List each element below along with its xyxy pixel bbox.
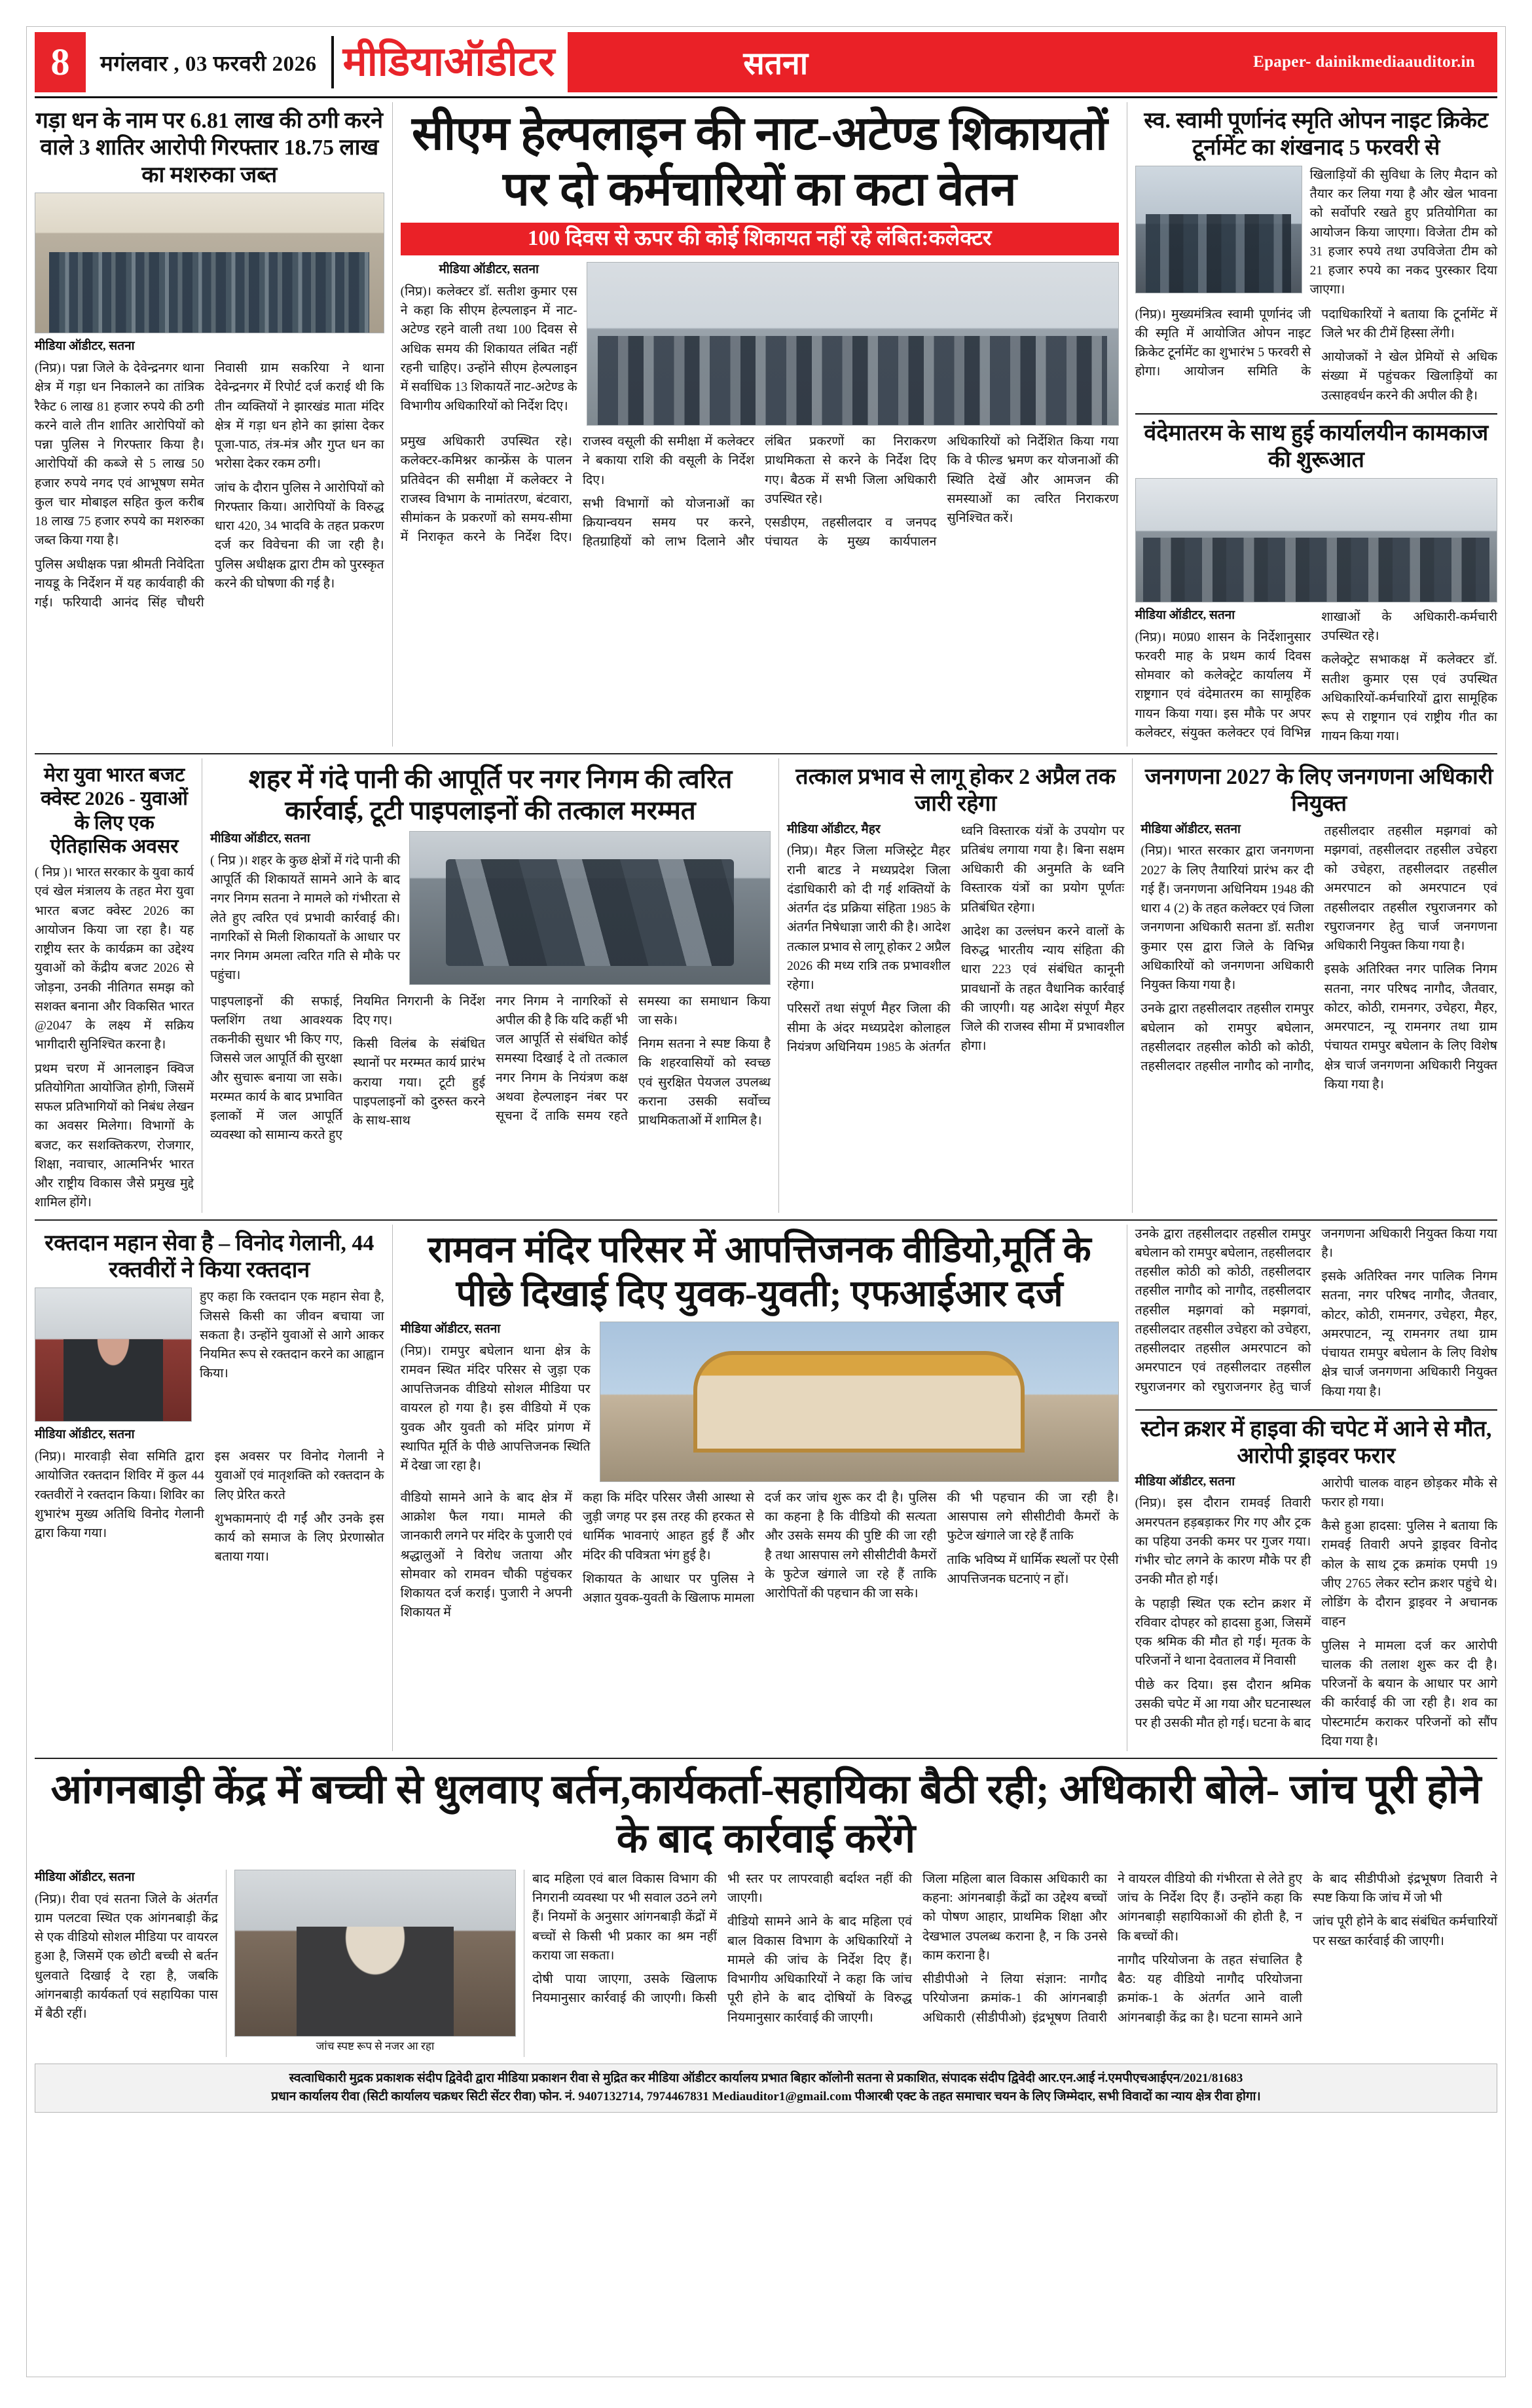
col-yuva-budget [35,758,194,1213]
paragraph: कहा कि मंदिर परिसर जैसी आस्था से जुड़ी जगह पर इस तरह की हरकत से धार्मिक भावनाएं आहत हुई हैं और मंदिर की पवित्रता भंग हुई है। [582,1491,755,1563]
byline-stone-crusher: मीडिया ऑडीटर, सतना [1135,1474,1235,1489]
paragraph: उनके द्वारा तहसीलदार तहसील रामपुर बघेलान को रामपुर बघेलान, तहसीलदार तहसील कोठी को कोठी, तहसीलदार तहसील नागौद को नागौद, तहसीलदार तहसील मझगवां को मझगवां, तहसीलदार तहसील उचेहरा को उचेहरा, तहसीलदार तहसील अमरपाटन को अमरपाटन एवं तहसीलदार तहसील रघुराजनगर को रघुराजनगर हेतु चार्ज जनगणना अधिकारी नियुक्त किया गया है। [1140,824,1497,1073]
imprint-line-1: स्वत्वाधिकारी मुद्रक प्रकाशक संदीप द्विवेदी द्वारा मीडिया प्रकाशन रीवा से मुद्रित कर मीडिया ऑडीटर कार्यालय प्रभात बिहार कॉलोनी सतना से प्रकाशित, संपादक संदीप द्विवेदी आर.एन.आई नं.एमपीएचआईएन/2021/81683 [289,2071,1243,2086]
paragraph: (निप्र)। रामपुर बघेलान थाना क्षेत्र के रामवन स्थित मंदिर परिसर से जुड़ा एक आपत्तिजनक वीडियो सोशल मीडिया पर वायरल हो गया है। इस वीडियो में एक युवक और युवती को मंदिर प्रांगण में स्थापित मूर्ति के पीछे आपत्तिजनक स्थिति में देखा जा रहा है। [400,1344,591,1473]
row-rule-3 [35,1758,1497,1759]
paragraph: वीडियो सामने आने के बाद क्षेत्र में आक्रोश फैल गया। मामले की जानकारी लगने पर मंदिर के पुजारी एवं श्रद्धालुओं ने विरोध जताया और सोमवार को रामवन चौकी पहुंचकर शिकायत दर्ज कराई। पुजारी ने अपनी शिकायत में [400,1491,572,1620]
byline-vandemataram: मीडिया ऑडीटर, सतना [1135,608,1235,622]
paragraph: नगर निगम ने नागरिकों से अपील की है कि यदि कहीं भी जल आपूर्ति से संबंधित कोई समस्या दिखाई दे तो तत्काल नगर निगम के नियंत्रण कक्ष अथवा हेल्पलाइन नंबर पर सूचना दें ताकि समय रहते समस्या का समाधान किया जा सके। [496,994,771,1124]
body-vandemataram [1135,608,1497,747]
paragraph: हुए कहा कि रक्तदान एक महान सेवा है, जिससे किसी का जीवन बचाया जा सकता है। उन्होंने युवाओं से आगे आकर नियमित रूप से रक्तदान करने का आह्वान किया। [200,1290,384,1381]
body-census-continued [1135,1225,1497,1401]
headline-stone-crusher[interactable]: स्टोन क्रशर में हाइवा की चपेट में आने से मौत, आरोपी ड्राइवर फरार [1140,1417,1492,1469]
paragraph: दोषी पाया जाएगा, उसके खिलाफ नियमानुसार कार्रवाई की जाएगी। किसी भी स्तर पर लापरवाही बर्दाश्त नहीं की जाएगी। [532,1872,912,2006]
paragraph: की भी पहचान की जा रही है। आसपास लगे सीसीटीवी कैमरों के फुटेज खंगाले जा रहे हैं ताकि [947,1491,1119,1544]
paragraph: वीडियो सामने आने के बाद महिला एवं बाल विकास विभाग के अधिकारियों ने मामले की जांच के निर्देश दिए हैं। विभागीय अधिकारियों ने कहा कि जांच पूरी होने के बाद दोषियों के विरुद्ध नियमानुसार कार्रवाई की जाएगी। [727,1915,912,2025]
section-rule [1135,413,1497,415]
byline-cm-helpline: मीडिया ऑडीटर, सतना [439,263,539,277]
col-anganwadi-body [532,1870,1497,2057]
body-anganwadi [532,1870,1497,2028]
body-buried-treasure [35,359,384,612]
headline-maihar-order[interactable]: तत्काल प्रभाव से लागू होकर 2 अप्रैल तक जारी रहेगा [795,764,1116,817]
col-right-top [1135,102,1497,747]
headline-anganwadi[interactable]: आंगनबाड़ी केंद्र में बच्ची से धुलवाए बर्तन,कार्यकर्ता-सहायिका बैठी रही; अधिकारी बोले- जांच पूरी होने के बाद कार्रवाई करेंगे [50,1768,1482,1861]
body-cricket [1135,305,1497,405]
column-separator [392,102,393,747]
paragraph: के पहाड़ी स्थित एक स्टोन क्रशर में रविवार दोपहर को हादसा हुआ, जिसमें एक श्रमिक की मौत हो गई। मृतक के परिजनों ने थाना देवतालव में निवासी [1135,1597,1311,1669]
publication-date: मगंलवार , 03 फरवरी 2026 [100,52,317,76]
paragraph: इस अवसर पर विनोद गेलानी ने युवाओं एवं मातृशक्ति को रक्तदान के लिए प्रेरित करते [214,1450,384,1502]
col-anganwadi-photo [234,1870,516,2057]
photo-collector-meeting [587,262,1119,426]
col-center-top [401,102,1119,747]
paragraph: (निप्र)। मुख्यमंत्रित्व स्वामी पूर्णानंद जी की स्मृति में आयोजित ओपन नाइट क्रिकेट टूर्नामेंट का शुभारंभ 5 फरवरी से होगा। आयोजन समिति के पदाधिकारियों ने बताया कि टूर्नामेंट में जिले भर की टीमें हिस्सा लेंगी। [1135,307,1497,379]
row-rule-2 [35,1219,1497,1221]
paragraph: बाद महिला एवं बाल विकास विभाग की निगरानी व्यवस्था पर भी सवाल उठने लगे हैं। नियमों के अनुसार आंगनबाड़ी केंद्रों में बच्चों से किसी भी प्रकार का श्रम नहीं कराया जा सकता। [532,1872,717,1963]
photo-cricket-event [1135,166,1302,293]
body-maihar-order [787,822,1124,1057]
byline-census: मीडिया ऑडीटर, सतना [1140,822,1241,836]
edition-bar [568,32,1497,92]
photo-caption-anganwadi: जांच स्पष्ट रूप से नजर आ रहा [316,2039,435,2052]
paragraph: जिला महिला बाल विकास अधिकारी का कहना: आंगनबाड़ी केंद्रों का उद्देश्य बच्चों को पोषण आहार, प्राथमिक शिक्षा और देखभाल उपलब्ध कराना है, न कि उनसे काम कराना है। [922,1872,1107,1963]
headline-dirty-water[interactable]: शहर में गंदे पानी की आपूर्ति पर नगर निगम की त्वरित कार्रवाई, टूटी पाइपलाइनों की तत्काल मरम्मत [248,764,733,826]
col-dirty-water [210,758,771,1213]
byline-buried-treasure: मीडिया ऑडीटर, सतना [35,339,135,354]
paragraph: एसडीएम, तहसीलदार व जनपद पंचायत के मुख्य कार्यपालन अधिकारियों को निर्देशित किया गया कि वे फील्ड भ्रमण कर योजनाओं की स्थिति देखें और आमजन की समस्याओं का त्वरित निराकरण सुनिश्चित करें। [765,435,1119,549]
paragraph: पुलिस अधीक्षक पन्ना श्रीमती निवेदिता नायडू के निर्देशन में यह कार्यवाही की गई। फरियादी आनंद सिंह चौधरी निवासी ग्राम सकरिया ने थाना देवेन्द्रनगर में रिपोर्ट दर्ज कराई थी कि तीन व्यक्तियों ने झारखंड माता मंदिर क्षेत्र में गड़ा धन होने का झांसा देकर पूजा-पाठ, तंत्र-मंत्र और गुप्त धन का भरोसा देकर रकम ठगी। [35,361,384,610]
headline-ramvan[interactable]: रामवन मंदिर परिसर में आपत्तिजनक वीडियो,मूर्ति के पीछे दिखाई दिए युवक-युवती; एफआईआर दर्ज [428,1229,1091,1314]
photo-anganwadi [234,1870,516,2037]
paragraph: (निप्र)। कलेक्टर डॉ. सतीश कुमार एस ने कहा कि सीएम हेल्पलाइन में नाट-अटेण्ड रहने वाली तथा 100 दिवस से अधिक समय की शिकायत लंबित नहीं रहनी चाहिए। उन्होंने सीएम हेल्पलाइन में सर्वाधिक 13 शिकायतें नाट-अटेण्ड के विभागीय अधिकारियों को निर्देश दिए। [400,284,577,414]
headline-vandemataram[interactable]: वंदेमातरम के साथ हुई कार्यालयीन कामकाज की शुरूआत [1144,420,1489,473]
headline-cricket[interactable]: स्व. स्वामी पूर्णानंद स्मृति ओपन नाइट क्रिकेट टूर्नामेंट का शंखनाद 5 फरवरी से [1144,109,1489,160]
photo-ramvan-temple [600,1322,1119,1482]
col-blood-donation [35,1225,384,1752]
paragraph: (निप्र)। म0प्र0 शासन के निर्देशानुसार फरवरी माह के प्रथम कार्य दिवस सोमवार को कलेक्ट्रेट कार्यालय में राष्ट्रगान एवं वंदेमातरम का सामूहिक गायन किया गया। इस मौके पर अपर कलेक्टर, संयुक्त कलेक्टर एवं विभिन्न शाखाओं के अधिकारी-कर्मचारी उपस्थित रहे। [1135,610,1497,740]
photo-pipeline-repair [409,831,771,985]
paragraph: आयोजकों ने खेल प्रेमियों से अधिक संख्या में पहुंचकर खिलाड़ियों का उत्साहवर्धन करने की अपील की है। [1321,350,1497,403]
edition-city: सतना [743,46,809,81]
imprint-line-2: प्रधान कार्यालय रीवा (सिटी कार्यालय चक्रधर सिटी सेंटर रीवा) फोन. नं. 9407132714, 7974467831 Mediauditor1@gmail.com पीआरबी एक्ट के तहत समाचार चयन के लिए जिम्मेदार, सभी विवादों का न्याय क्षेत्र रीवा होगा। [271,2089,1261,2103]
section-rule [1135,1409,1497,1411]
body-dirty-water [210,992,771,1145]
byline-blood-donation: मीडिया ऑडीटर, सतना [35,1428,135,1442]
row-third [35,1225,1497,1752]
paragraph: जांच के दौरान पुलिस ने आरोपियों को गिरफ्तार किया। आरोपियों के विरुद्ध धारा 420, 34 भादवि के तहत प्रकरण दर्ज कर विवेचना की जा रही है। पुलिस अधीक्षक द्वारा टीम को पुरस्कृत करने की घोषणा की गई है। [214,481,384,591]
masthead-rule [35,96,1497,98]
paragraph: (निप्र)। मैहर जिला मजिस्ट्रेट मैहर रानी बाटड ने मध्यप्रदेश जिला दंडाधिकारी को दी गई शक्तियों के अंतर्गत दंड प्रक्रिया संहिता 1985 के अंतर्गत निषेधाज्ञा जारी की है। आदेश तत्काल प्रभाव से लागू होकर 2 अप्रैल 2026 की मध्य रात्रि तक प्रभावशील रहेगा। [786,844,951,992]
col-left-top [35,102,384,747]
paragraph: (निप्र)। मारवाड़ी सेवा समिति द्वारा आयोजित रक्तदान शिविर में कुल 44 रक्तवीरों ने रक्तदान किया। शिविर का शुभारंभ मुख्य अतिथि विनोद गेलानी द्वारा किया गया। [35,1450,204,1541]
masthead [35,32,1497,92]
col-maihar-order [787,758,1124,1213]
paragraph: इसके अतिरिक्त नगर पालिक निगम सतना, नगर परिषद नागौद, जैतवार, कोटर, कोठी, रामनगर, उचेहरा, मैहर, अमरपाटन, न्यू रामनगर तथा ग्राम पंचायत रामपुर बघेलान के लिए विशेष क्षेत्र चार्ज जनगणना अधिकारी नियुक्त किया गया है। [1324,963,1497,1092]
epaper-url[interactable]: Epaper- dainikmediaauditor.in [1253,53,1475,71]
headline-yuva-budget[interactable]: मेरा युवा भारत बजट क्वेस्ट 2026 - युवाओं के लिए एक ऐतिहासिक अवसर [41,764,188,858]
paragraph: (निप्र)। रीवा एवं सतना जिले के अंतर्गत ग्राम पलटवा स्थित एक आंगनबाड़ी केंद्र से एक वीडियो सोशल मीडिया पर वायरल हुआ है, जिसमें एक छोटी बच्ची से बर्तन धुलवाते दिखाई दे रहा है, जबकि आंगनबाड़ी कार्यकर्ता एवं सहायिका पास में बैठी रहीं। [35,1892,218,2022]
paragraph: प्रमुख अधिकारी उपस्थित रहे। कलेक्टर-कमिश्नर कान्फ्रेंस के पालन प्रतिवेदन की समीक्षा में कलेक्टर ने राजस्व विभाग के नामांतरण, बंटवारा, सीमांकन के प्रकरणों को समय-सीमा में निराकृत करने के निर्देश दिए। राजस्व वसूली की समीक्षा में कलेक्टर ने बकाया राशि की वसूली के निर्देश दिए। [400,435,755,545]
col-census [1140,758,1497,1213]
byline-dirty-water: मीडिया ऑडीटर, सतना [210,832,310,846]
paragraph: निगम सतना ने स्पष्ट किया है कि शहरवासियों को स्वच्छ एवं सुरक्षित पेयजल उपलब्ध कराना उसकी सर्वोच्च प्राथमिकताओं में शामिल है। [638,1037,771,1128]
paragraph: उनके द्वारा तहसीलदार तहसील रामपुर बघेलान को रामपुर बघेलान, तहसीलदार तहसील कोठी को कोठी, तहसीलदार तहसील नागौद को नागौद, तहसीलदार तहसील मझगवां को मझगवां, तहसीलदार तहसील उचेहरा को उचेहरा, तहसीलदार तहसील अमरपाटन को अमरपाटन एवं तहसीलदार तहसील रघुराजनगर को रघुराजनगर हेतु चार्ज जनगणना अधिकारी नियुक्त किया गया है। [1135,1227,1497,1394]
paragraph: सीडीपीओ ने लिया संज्ञान: नागौद परियोजना क्रमांक-1 की आंगनबाड़ी अधिकारी (सीडीपीओ) इंद्रभूषण तिवारी ने वायरल वीडियो की गंभीरता से लेते हुए जांच के निर्देश दिए हैं। उन्होंने कहा कि आंगनबाड़ी सहायिकाओं की होती है, न कि बच्चों की। [922,1872,1302,2025]
paragraph: ( निप्र )। शहर के कुछ क्षेत्रों में गंदे पानी की आपूर्ति की शिकायतें सामने आने के बाद नगर निगम सतना ने मामले को गंभीरता से लेते हुए त्वरित एवं प्रभावी कार्रवाई की। नागरिकों से मिली शिकायतों के आधार पर नगर निगम अमला त्वरित गति से मौके पर पहुंचा। [210,853,401,983]
paragraph: शुभकामनाएं दी गईं और उनके इस कार्य को समाज के लिए प्रेरणास्रोत बताया गया। [214,1511,384,1565]
row-top [35,102,1497,747]
column-separator [1132,758,1133,1213]
headline-census[interactable]: जनगणना 2027 के लिए जनगणना अधिकारी नियुक्त [1144,764,1493,817]
paragraph: पीछे कर दिया। इस दौरान श्रमिक उसकी चपेट में आ गया और घटनास्थल पर ही उसकी मौत हो गई। घटना के बाद आरोपी चालक वाहन छोड़कर मौके से फरार हो गया। [1135,1476,1497,1731]
page-sheet [26,26,1506,2377]
paragraph: ( निप्र )। भारत सरकार के युवा कार्य एवं खेल मंत्रालय के तहत मेरा युवा भारत बजट क्वेस्ट 2026 का आयोजन किया जा रहा है। यह राष्ट्रीय स्तर के कार्यक्रम का उद्देश्य युवाओं को केंद्रीय बजट 2026 से जोड़ना, उनकी नीतिगत समझ को सशक्त बनाना और विकसित भारत @2047 के लक्ष्य में सक्रिय भागीदारी सुनिश्चित करना है। [35,866,194,1052]
body-blood-donation [35,1447,384,1567]
body-ramvan [401,1489,1119,1623]
paragraph: किसी विलंब के संबंधित स्थानों पर मरम्मत कार्य प्रारंभ कराया गया। टूटी हुई पाइपलाइनों को दुरुस्त करने के साथ-साथ [353,1037,486,1128]
body-stone-crusher [1135,1474,1497,1752]
body-census [1140,822,1497,1095]
col-right-third [1135,1225,1497,1752]
paragraph: जांच पूरी होने के बाद संबंधित कर्मचारियों पर सख्त कार्रवाई की जाएगी। [1313,1915,1497,1948]
headline-buried-treasure[interactable]: गड़ा धन के नाम पर 6.81 लाख की ठगी करने वाले 3 शातिर आरोपी गिरफ्तार 18.75 लाख का मशरुका जब्त [35,109,384,187]
paragraph: सभी विभागों को योजनाओं का क्रियान्वयन समय पर करने, हितग्राहियों को लाभ दिलाने और लंबित प्रकरणों का निराकरण प्राथमिकता से करने के निर्देश दिए गए। बैठक में सभी जिला अधिकारी उपस्थित रहे। [582,435,937,549]
brand-logo: मीडियाऑडीटर [342,40,555,84]
paragraph: कलेक्ट्रेट सभाकक्ष में कलेक्टर डॉ. सतीश कुमार एस एवं उपस्थित अधिकारियों-कर्मचारियों द्वारा सामूहिक रूप से राष्ट्रगान एवं राष्ट्रीय गीत का गायन किया गया। [1321,653,1497,744]
anganwadi-grid [35,1870,1497,2057]
paragraph: खिलाड़ियों की सुविधा के लिए मैदान को तैयार कर लिया गया है और खेल भावना को सर्वोपरि रखते हुए प्रतियोगिता का आयोजन किया जाएगा। विजेता टीम को 31 हजार रुपये तथा उपविजेता टीम को 21 हजार रुपये का नकद पुरस्कार दिया जाएगा। [1309,168,1497,297]
paragraph: पुलिस ने मामला दर्ज कर आरोपी चालक की तलाश शुरू कर दी है। परिजनों के बयान के आधार पर आगे की कार्रवाई की जा रही है। शव का पोस्टमार्टम कराकर परिजनों को सौंप दिया गया है। [1321,1639,1497,1749]
imprint-footer [35,2064,1497,2113]
photo-blood-donation [35,1287,192,1422]
body-cm-helpline [401,432,1119,552]
paragraph: परिसरों तथा संपूर्ण मैहर जिला की सीमा के अंदर मध्यप्रदेश कोलाहल नियंत्रण अधिनियम 1985 के अंतर्गत ध्वनि विस्तारक यंत्रों के उपयोग पर प्रतिबंध लगाया गया है। बिना सक्षम अधिकारी की अनुमति के ध्वनि विस्तारक यंत्रों का प्रयोग पूर्णतः प्रतिबंधित रहेगा। [786,824,1125,1054]
byline-maihar-order: मीडिया ऑडीटर, मैहर [786,822,881,836]
paragraph: कैसे हुआ हादसा: पुलिस ने बताया कि रामवई तिवारी अपने ड्राइवर विनोद कोल के साथ ट्रक क्रमांक एमपी 19 जीए 2765 लेकर स्टोन क्रशर पहुंचे थे। लोडिंग के दौरान ड्राइवर ने अचानक वाहन [1321,1519,1497,1629]
byline-anganwadi: मीडिया ऑडीटर, सतना [35,1870,135,1884]
paragraph: पाइपलाइनों की सफाई, फ्लशिंग तथा आवश्यक तकनीकी सुधार भी किए गए, जिससे जल आपूर्ति की सुरक्षा और सुचारू बनाया जा सके। मरम्मत कार्य के बाद प्रभावित इलाकों में जल आपूर्ति व्यवस्था को सामान्य करते हुए नियमित निगरानी के निर्देश दिए गए। [210,994,486,1143]
paragraph: (निप्र)। पन्ना जिले के देवेन्द्रनगर थाना क्षेत्र में गड़ा धन निकालने का तांत्रिक रैकेट 6 लाख 81 हजार रुपये की ठगी करने वाले तीन शातिर आरोपियों को पन्ना पुलिस ने गिरफ्तार किया है। आरोपियों की कब्जे से 5 लाख 50 हजार रुपये नगद एवं आभूषण समेत कुल चार मोबाइल सहित कुल करीब 18 लाख 75 हजार रुपये का मशरुका जब्त किया गया है। [35,361,204,548]
paragraph: आदेश का उल्लंघन करने वालों के विरुद्ध भारतीय न्याय संहिता की धारा 223 एवं संबंधित कानूनी प्रावधानों के तहत वैधानिक कार्रवाई की जाएगी। यह आदेश संपूर्ण मैहर जिले की राजस्व सीमा में प्रभावशील होगा। [960,924,1125,1054]
column-separator [778,758,779,1213]
row-middle [35,758,1497,1213]
photo-office-vandemataram [1135,478,1497,602]
paragraph: प्रथम चरण में आनलाइन क्विज प्रतियोगिता आयोजित होगी, जिसमें सफल प्रतिभागियों को निबंध लेखन का अवसर मिलेगा। विभागों के बजट, कर सशक्तिकरण, रोजगार, शिक्षा, नवाचार, आत्मनिर्भर भारत और राष्ट्रीय विकास जैसे प्रमुख मुद्दे शामिल होंगे। [35,1062,194,1210]
kicker-cm-helpline: 100 दिवस से ऊपर की कोई शिकायत नहीं रहे लंबित:कलेक्टर [401,223,1119,255]
photo-police-arrest [35,193,384,333]
headline-blood-donation[interactable]: रक्तदान महान सेवा है – विनोद गेलानी, 44 रक्तवीरों ने किया रक्तदान [45,1231,374,1282]
row-anganwadi [35,1766,1497,2057]
column-separator [226,1870,227,2057]
byline-ramvan: मीडिया ऑडीटर, सतना [400,1322,501,1336]
paragraph: (निप्र)। भारत सरकार द्वारा जनगणना 2027 के लिए तैयारियां प्रारंभ कर दी गई हैं। जनगणना अधिनियम 1948 की धारा 4 (2) के तहत कलेक्टर एवं जिला जनगणना अधिकारी सतना डॉ. सतीश कुमार एस द्वारा जिले के विभिन्न अधिकारियों को जनगणना अधिकारी नियुक्त किया गया है। [1140,844,1314,992]
paragraph: इसके अतिरिक्त नगर पालिक निगम सतना, नगर परिषद नागौद, जैतवार, कोटर, कोठी, रामनगर, उचेहरा, मैहर, अमरपाटन, न्यू रामनगर तथा ग्राम पंचायत रामपुर बघेलान के लिए विशेष क्षेत्र चार्ज जनगणना अधिकारी नियुक्त किया गया है। [1321,1270,1497,1399]
paragraph: (निप्र)। इस दौरान रामवई तिवारी अमरपतन हड़बड़ाकर गिर गए और ट्रक का पहिया उनकी कमर पर गुजर गया। गंभीर चोट लगने के कारण मौके पर ही उनकी मौत हो गई। [1135,1496,1311,1587]
col-ramvan [401,1225,1119,1752]
page-number-badge: 8 [35,32,86,92]
paragraph: ताकि भविष्य में धार्मिक स्थलों पर ऐसी आपत्तिजनक घटनाएं न हों। [947,1553,1119,1586]
paragraph: शिकायत के आधार पर पुलिस ने अज्ञात युवक-युवती के खिलाफ मामला दर्ज कर जांच शुरू कर दी है। पुलिस का कहना है कि वीडियो की सत्यता और उसके समय की पुष्टि की जा रही है तथा आसपास लगे सीसीटीवी कैमरों के फुटेज खंगाले जा रहे हैं ताकि आरोपितों की पहचान की जा सके। [582,1491,937,1606]
column-separator [392,1225,393,1752]
headline-cm-helpline[interactable]: सीएम हेल्पलाइन की नाट-अटेण्ड शिकायतों पर दो कर्मचारियों का कटा वेतन [411,107,1108,215]
row-rule-1 [35,753,1497,754]
col-anganwadi-lead [35,1870,218,2057]
paragraph: नागौद परियोजना के तहत संचालित है बैठ: यह वीडियो नागौद परियोजना क्रमांक-1 के अंतर्गत आने वाली आंगनबाड़ी केंद्र का है। घटना सामने आने के बाद सीडीपीओ इंद्रभूषण तिवारी ने स्पष्ट किया कि जांच में जो भी [1118,1872,1497,2025]
